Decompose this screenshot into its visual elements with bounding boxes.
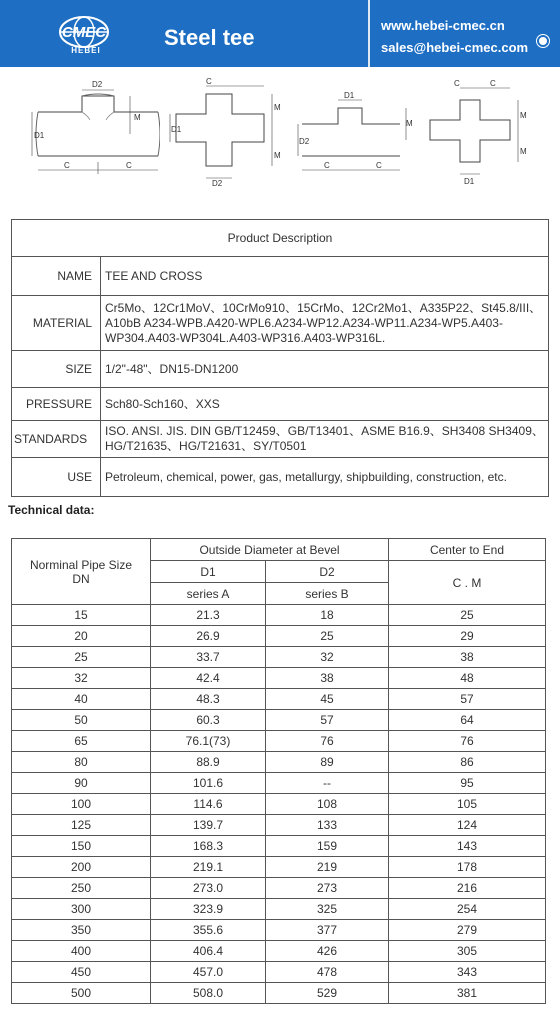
label-c-right: C bbox=[376, 161, 382, 170]
label-c-top: C bbox=[454, 79, 460, 88]
cell-d2: 478 bbox=[266, 962, 389, 983]
label-c-top: C bbox=[206, 77, 212, 86]
cell-cm: 29 bbox=[389, 626, 546, 647]
row-label-material: MATERIAL bbox=[12, 296, 101, 351]
svg-text:CMEC: CMEC bbox=[61, 24, 107, 41]
cell-d2: 426 bbox=[266, 941, 389, 962]
cell-cm: 95 bbox=[389, 773, 546, 794]
table-row bbox=[12, 941, 546, 962]
col-header-series-b: series B bbox=[266, 583, 389, 605]
cell-cm: 38 bbox=[389, 647, 546, 668]
cell-dn: 50 bbox=[12, 710, 151, 731]
col-header-cm: C . M bbox=[389, 561, 546, 605]
table-row bbox=[12, 836, 546, 857]
cell-d2: 377 bbox=[266, 920, 389, 941]
row-value-size: 1/2"-48"、DN15-DN1200 bbox=[101, 351, 549, 388]
page-header bbox=[0, 0, 560, 67]
table-row bbox=[12, 668, 546, 689]
cell-dn: 100 bbox=[12, 794, 151, 815]
cell-cm: 254 bbox=[389, 899, 546, 920]
row-value-standards: ISO. ANSI. JIS. DIN GB/T12459、GB/T13401、ASME B16.9、SH3408 SH3409、HG/T21635、HG/T21631、SY/T0501 bbox=[101, 421, 549, 458]
label-d1: D1 bbox=[171, 125, 182, 134]
cell-cm: 124 bbox=[389, 815, 546, 836]
cell-d2: 219 bbox=[266, 857, 389, 878]
cell-dn: 125 bbox=[12, 815, 151, 836]
cell-d2: 133 bbox=[266, 815, 389, 836]
cell-cm: 305 bbox=[389, 941, 546, 962]
cell-dn: 500 bbox=[12, 983, 151, 1004]
label-d2: D2 bbox=[299, 137, 310, 146]
label-d1: D1 bbox=[464, 177, 475, 186]
cell-cm: 105 bbox=[389, 794, 546, 815]
label-d2: D2 bbox=[92, 80, 103, 89]
row-label-size: SIZE bbox=[12, 351, 101, 388]
cell-d2: 529 bbox=[266, 983, 389, 1004]
label-c-right: C bbox=[126, 161, 132, 170]
cell-dn: 450 bbox=[12, 962, 151, 983]
label-c-top-right: C bbox=[490, 79, 496, 88]
col-header-cte: Center to End bbox=[389, 539, 546, 561]
cell-d1: 60.3 bbox=[151, 710, 266, 731]
row-label-standards: STANDARDS bbox=[12, 421, 101, 458]
col-header-series-a: series A bbox=[151, 583, 266, 605]
cell-cm: 143 bbox=[389, 836, 546, 857]
cell-d1: 457.0 bbox=[151, 962, 266, 983]
table-row bbox=[12, 710, 546, 731]
table-row bbox=[12, 899, 546, 920]
label-m-bottom: M bbox=[274, 151, 281, 160]
cell-d1: 48.3 bbox=[151, 689, 266, 710]
cross-drawing-2 bbox=[424, 74, 534, 192]
cell-d2: 325 bbox=[266, 899, 389, 920]
label-d1: D1 bbox=[34, 131, 45, 140]
cell-d1: 508.0 bbox=[151, 983, 266, 1004]
cell-dn: 400 bbox=[12, 941, 151, 962]
table-row bbox=[12, 605, 546, 626]
label-c-left: C bbox=[64, 161, 70, 170]
technical-data-table bbox=[11, 538, 546, 1004]
label-m-top: M bbox=[520, 111, 527, 120]
cell-dn: 32 bbox=[12, 668, 151, 689]
row-label-pressure: PRESSURE bbox=[12, 388, 101, 421]
table-row bbox=[12, 752, 546, 773]
cell-dn: 15 bbox=[12, 605, 151, 626]
label-m: M bbox=[406, 119, 413, 128]
col-header-nps-label: Norminal Pipe Size bbox=[29, 557, 133, 572]
cell-d1: 21.3 bbox=[151, 605, 266, 626]
row-value-pressure: Sch80-Sch160、XXS bbox=[101, 388, 549, 421]
table-row bbox=[12, 647, 546, 668]
cell-d2: 89 bbox=[266, 752, 389, 773]
label-d1: D1 bbox=[344, 91, 355, 100]
description-header: Product Description bbox=[12, 220, 549, 257]
logo-text: HEBEI bbox=[71, 46, 101, 55]
cell-d1: 76.1(73) bbox=[151, 731, 266, 752]
header-divider bbox=[368, 0, 370, 67]
page-title: Steel tee bbox=[164, 25, 255, 50]
row-value-use: Petroleum, chemical, power, gas, metallurgy, shipbuilding, construction, etc. bbox=[101, 458, 549, 497]
row-label-name: NAME bbox=[12, 257, 101, 296]
technical-data-title: Technical data: bbox=[8, 503, 95, 517]
table-row bbox=[12, 773, 546, 794]
col-header-nps bbox=[12, 539, 151, 605]
table-row bbox=[12, 731, 546, 752]
cell-dn: 25 bbox=[12, 647, 151, 668]
col-header-d1: D1 bbox=[151, 561, 266, 583]
table-row bbox=[12, 983, 546, 1004]
product-description-table bbox=[11, 219, 549, 497]
cell-dn: 350 bbox=[12, 920, 151, 941]
cell-cm: 343 bbox=[389, 962, 546, 983]
label-c-left: C bbox=[324, 161, 330, 170]
cell-d2: 159 bbox=[266, 836, 389, 857]
col-header-od: Outside Diameter at Bevel bbox=[151, 539, 389, 561]
cell-d2: 32 bbox=[266, 647, 389, 668]
cell-dn: 20 bbox=[12, 626, 151, 647]
cell-d1: 101.6 bbox=[151, 773, 266, 794]
table-row bbox=[12, 920, 546, 941]
cell-d1: 114.6 bbox=[151, 794, 266, 815]
cell-d2: 45 bbox=[266, 689, 389, 710]
cell-cm: 48 bbox=[389, 668, 546, 689]
cell-cm: 25 bbox=[389, 605, 546, 626]
table-row bbox=[12, 962, 546, 983]
email-link[interactable]: sales@hebei-cmec.com bbox=[381, 40, 529, 55]
bullet-icon bbox=[537, 35, 549, 47]
cell-cm: 381 bbox=[389, 983, 546, 1004]
cell-d2: 108 bbox=[266, 794, 389, 815]
cell-cm: 64 bbox=[389, 710, 546, 731]
cell-d2: -- bbox=[266, 773, 389, 794]
cell-dn: 40 bbox=[12, 689, 151, 710]
cell-cm: 178 bbox=[389, 857, 546, 878]
cell-dn: 80 bbox=[12, 752, 151, 773]
row-value-name: TEE AND CROSS bbox=[101, 257, 549, 296]
cell-d1: 42.4 bbox=[151, 668, 266, 689]
label-m-top: M bbox=[274, 103, 281, 112]
label-m: M bbox=[134, 113, 141, 122]
cell-dn: 200 bbox=[12, 857, 151, 878]
cell-d2: 18 bbox=[266, 605, 389, 626]
cell-d2: 57 bbox=[266, 710, 389, 731]
label-m-bottom: M bbox=[520, 147, 527, 156]
cell-cm: 57 bbox=[389, 689, 546, 710]
table-row bbox=[12, 815, 546, 836]
row-label-use: USE bbox=[12, 458, 101, 497]
col-header-d2: D2 bbox=[266, 561, 389, 583]
cell-dn: 150 bbox=[12, 836, 151, 857]
cell-d1: 406.4 bbox=[151, 941, 266, 962]
cell-d2: 25 bbox=[266, 626, 389, 647]
table-row bbox=[12, 857, 546, 878]
cell-cm: 279 bbox=[389, 920, 546, 941]
cell-d1: 273.0 bbox=[151, 878, 266, 899]
cell-d1: 88.9 bbox=[151, 752, 266, 773]
cell-cm: 216 bbox=[389, 878, 546, 899]
cell-d1: 355.6 bbox=[151, 920, 266, 941]
cell-d1: 323.9 bbox=[151, 899, 266, 920]
table-row bbox=[12, 794, 546, 815]
cell-dn: 90 bbox=[12, 773, 151, 794]
row-value-material: Cr5Mo、12Cr1MoV、10CrMo910、15CrMo、12Cr2Mo1、A335P22、St45.8/III、A10bB A234-WPB.A420-WPL6.A234-WP12.A234-WP11.A234-WP5.A403-WP304.A403-WP304L.A403-WP316.A403-WP316L. bbox=[101, 296, 549, 351]
table-row bbox=[12, 689, 546, 710]
tee-drawing-2 bbox=[296, 74, 414, 192]
cell-d2: 76 bbox=[266, 731, 389, 752]
cell-d1: 139.7 bbox=[151, 815, 266, 836]
cell-d1: 168.3 bbox=[151, 836, 266, 857]
label-d2: D2 bbox=[212, 179, 223, 188]
website-link[interactable]: www.hebei-cmec.cn bbox=[381, 18, 505, 33]
tee-drawings bbox=[0, 74, 560, 192]
tee-drawing-1 bbox=[30, 74, 160, 192]
cell-d1: 26.9 bbox=[151, 626, 266, 647]
cell-cm: 86 bbox=[389, 752, 546, 773]
cell-d1: 33.7 bbox=[151, 647, 266, 668]
cell-cm: 76 bbox=[389, 731, 546, 752]
table-row bbox=[12, 878, 546, 899]
cell-dn: 250 bbox=[12, 878, 151, 899]
cell-dn: 65 bbox=[12, 731, 151, 752]
table-row bbox=[12, 626, 546, 647]
cell-d2: 273 bbox=[266, 878, 389, 899]
cross-drawing-1 bbox=[168, 74, 286, 192]
cell-dn: 300 bbox=[12, 899, 151, 920]
cell-d1: 219.1 bbox=[151, 857, 266, 878]
cell-d2: 38 bbox=[266, 668, 389, 689]
col-header-dn-label: DN bbox=[72, 571, 90, 586]
